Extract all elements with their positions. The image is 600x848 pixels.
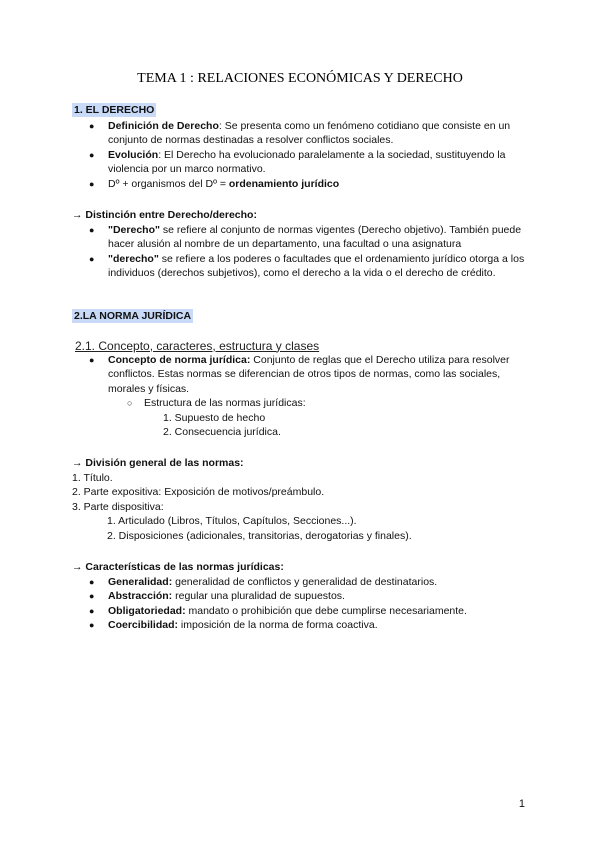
list-item: ● Definición de Derecho: Se presenta como un fenómeno cotidiano que consiste en un conjunto de normas destinadas a resolver conflictos sociales. xyxy=(72,119,532,148)
section-distincion xyxy=(72,208,532,281)
list-item: 3. Parte dispositiva: xyxy=(72,500,164,513)
subsection-heading: 2.1. Concepto, caracteres, estructura y clases xyxy=(75,338,320,353)
section-heading: 2.LA NORMA JURÍDICA xyxy=(74,310,192,322)
list-item: 2. Parte expositiva: Exposición de motivos/preámbulo. xyxy=(72,486,325,498)
list-item: ● "derecho" se refiere a los poderes o facultades que el ordenamiento jurídico otorga a los individuos (derechos subjetivos), como el derecho a la vida o el derecho de crédito. xyxy=(72,252,532,281)
section-heading: → Características de las normas jurídicas: xyxy=(72,561,284,573)
list-item: ● Concepto de norma jurídica: Conjunto de reglas que el Derecho utiliza para resolver conflictos. Estas normas se diferencian de otros tipos de normas, como las sociales, morales y físicas. xyxy=(72,353,532,397)
section-caracteristicas xyxy=(72,560,532,633)
list-item: 2. Disposiciones (adicionales, transitorias, derogatorias y finales). xyxy=(107,529,412,542)
page-number: 1 xyxy=(518,798,525,810)
section-division xyxy=(72,456,532,543)
list-item: ○ Estructura de las normas jurídicas: xyxy=(126,396,532,411)
list-item: 2. Consecuencia jurídica. xyxy=(163,426,281,438)
section-el-derecho xyxy=(72,103,532,191)
section-heading: 1. EL DERECHO xyxy=(74,104,155,116)
page-title: TEMA 1 : RELACIONES ECONÓMICAS Y DERECHO xyxy=(137,71,463,86)
list-item: ● "Derecho" se refiere al conjunto de normas vigentes (Derecho objetivo). También puede hacer alusión al nombre de un departamento, una facultad o una asignatura xyxy=(72,223,532,252)
list-item: ● Evolución: El Derecho ha evolucionado paralelamente a la sociedad, sustituyendo la violencia por un marco normativo. xyxy=(72,148,532,177)
list-item: 1. Articulado (Libros, Títulos, Capítulos, Secciones...). xyxy=(107,515,357,527)
list-item: 1. Supuesto de hecho xyxy=(163,411,266,424)
section-heading: → División general de las normas: xyxy=(72,457,244,469)
list-item: 1. Título. xyxy=(72,471,113,484)
list-item: ● Obligatoriedad: mandato o prohibición que debe cumplirse necesariamente. xyxy=(72,604,532,619)
section-norma-juridica xyxy=(72,309,532,440)
list-item: ● Generalidad: generalidad de conflictos y generalidad de destinatarios. xyxy=(72,575,532,590)
list-item: ● Abstracción: regular una pluralidad de supuestos. xyxy=(72,589,532,604)
section-heading: → Distinción entre Derecho/derecho: xyxy=(72,209,257,221)
list-item: ● Coercibilidad: imposición de la norma de forma coactiva. xyxy=(72,618,532,633)
list-item: ● Dº + organismos del Dº = ordenamiento jurídico xyxy=(72,177,532,192)
